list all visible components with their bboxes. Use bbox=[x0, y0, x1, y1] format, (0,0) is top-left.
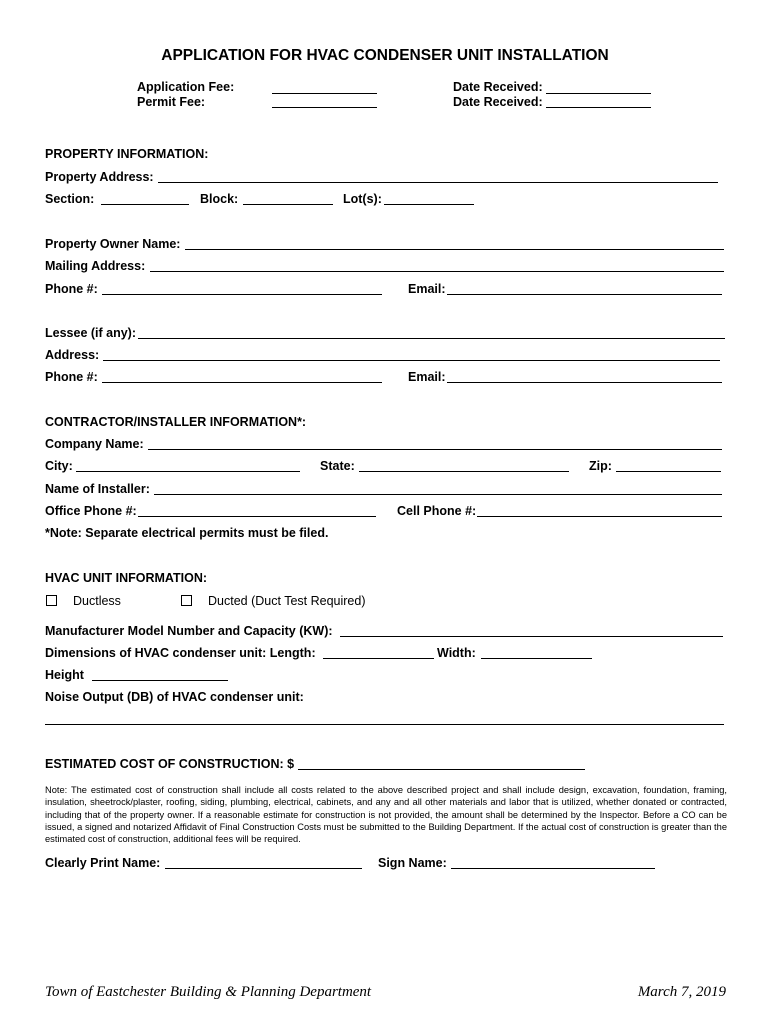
mailing-address-field[interactable] bbox=[150, 271, 724, 272]
property-address-label: Property Address: bbox=[45, 170, 154, 184]
state-field[interactable] bbox=[359, 471, 569, 472]
owner-name-field[interactable] bbox=[185, 249, 724, 250]
permit-fee-label: Permit Fee: bbox=[137, 95, 206, 109]
owner-email-field[interactable] bbox=[447, 294, 722, 295]
date-received-2-label: Date Received: bbox=[453, 95, 543, 109]
date-received-1-label: Date Received: bbox=[453, 80, 543, 94]
property-address-field[interactable] bbox=[158, 182, 718, 183]
application-fee-field[interactable] bbox=[272, 93, 377, 94]
mailing-address-label: Mailing Address: bbox=[45, 259, 146, 273]
property-heading: PROPERTY INFORMATION: bbox=[45, 147, 209, 161]
length-field[interactable] bbox=[323, 658, 434, 659]
date-received-1-field[interactable] bbox=[546, 93, 651, 94]
lessee-label: Lessee (if any): bbox=[45, 326, 137, 340]
state-label: State: bbox=[320, 459, 355, 473]
block-label: Block: bbox=[200, 192, 239, 206]
application-fee-label: Application Fee: bbox=[137, 80, 235, 94]
section-field[interactable] bbox=[101, 204, 189, 205]
print-name-field[interactable] bbox=[165, 868, 362, 869]
cell-phone-field[interactable] bbox=[477, 516, 722, 517]
block-field[interactable] bbox=[243, 204, 333, 205]
owner-phone-label: Phone #: bbox=[45, 282, 98, 296]
cost-note: Note: The estimated cost of construction shall include all costs related to the above described project and shall include design, excavation, foundation, framing, insulation, sheetrock/plaster, roofing, siding, plumbing, electrical, cabinets, and any and all other materials and labor that is utilized, whether donated or contracted, including that of the property owner. If a reasonable estimate for construction is not provided, the amount shall be determined by the Inspector. Before a CO can be issued, a signed and notarized Affidavit of Final Construction Costs must be submitted to the Building Department. If the actual cost of construction is greater than the estimated cost of construction, additional fees will be required. bbox=[45, 785, 727, 845]
width-label: Width: bbox=[437, 646, 476, 660]
print-name-label: Clearly Print Name: bbox=[45, 856, 161, 870]
footer-department: Town of Eastchester Building & Planning Department bbox=[45, 984, 372, 1000]
lots-label: Lot(s): bbox=[343, 192, 382, 206]
dimensions-length-label: Dimensions of HVAC condenser unit: Length: bbox=[45, 646, 316, 660]
contractor-heading: CONTRACTOR/INSTALLER INFORMATION*: bbox=[45, 415, 307, 429]
office-phone-field[interactable] bbox=[138, 516, 376, 517]
estimated-cost-label: ESTIMATED COST OF CONSTRUCTION: $ bbox=[45, 757, 295, 771]
estimated-cost-field[interactable] bbox=[298, 769, 585, 770]
ductless-checkbox[interactable] bbox=[46, 595, 57, 606]
page-title: APPLICATION FOR HVAC CONDENSER UNIT INSTALLATION bbox=[161, 47, 609, 64]
company-name-label: Company Name: bbox=[45, 437, 144, 451]
lots-field[interactable] bbox=[384, 204, 474, 205]
ducted-label: Ducted (Duct Test Required) bbox=[208, 594, 366, 608]
zip-label: Zip: bbox=[589, 459, 612, 473]
lessee-address-field[interactable] bbox=[103, 360, 720, 361]
company-name-field[interactable] bbox=[148, 449, 722, 450]
installer-name-label: Name of Installer: bbox=[45, 482, 150, 496]
electrical-permit-note: *Note: Separate electrical permits must be filed. bbox=[45, 526, 329, 540]
installer-name-field[interactable] bbox=[154, 494, 722, 495]
lessee-phone-field[interactable] bbox=[102, 382, 382, 383]
ductless-label: Ductless bbox=[73, 594, 121, 608]
footer-date: March 7, 2019 bbox=[637, 984, 726, 1000]
model-capacity-field[interactable] bbox=[340, 636, 723, 637]
model-capacity-label: Manufacturer Model Number and Capacity (KW): bbox=[45, 624, 333, 638]
width-field[interactable] bbox=[481, 658, 592, 659]
permit-fee-field[interactable] bbox=[272, 107, 377, 108]
zip-field[interactable] bbox=[616, 471, 721, 472]
city-label: City: bbox=[45, 459, 73, 473]
lessee-email-field[interactable] bbox=[447, 382, 722, 383]
office-phone-label: Office Phone #: bbox=[45, 504, 137, 518]
noise-output-field[interactable] bbox=[45, 724, 724, 725]
sign-name-label: Sign Name: bbox=[378, 856, 447, 870]
lessee-email-label: Email: bbox=[408, 370, 446, 384]
lessee-phone-label: Phone #: bbox=[45, 370, 98, 384]
height-field[interactable] bbox=[92, 680, 228, 681]
owner-name-label: Property Owner Name: bbox=[45, 237, 181, 251]
owner-phone-field[interactable] bbox=[102, 294, 382, 295]
noise-output-label: Noise Output (DB) of HVAC condenser unit: bbox=[45, 690, 304, 704]
lessee-field[interactable] bbox=[138, 338, 725, 339]
hvac-heading: HVAC UNIT INFORMATION: bbox=[45, 571, 208, 585]
section-label: Section: bbox=[45, 192, 95, 206]
sign-name-field[interactable] bbox=[451, 868, 655, 869]
city-field[interactable] bbox=[76, 471, 300, 472]
lessee-address-label: Address: bbox=[45, 348, 100, 362]
owner-email-label: Email: bbox=[408, 282, 446, 296]
height-label: Height bbox=[45, 668, 84, 682]
date-received-2-field[interactable] bbox=[546, 107, 651, 108]
ducted-checkbox[interactable] bbox=[181, 595, 192, 606]
cell-phone-label: Cell Phone #: bbox=[397, 504, 477, 518]
